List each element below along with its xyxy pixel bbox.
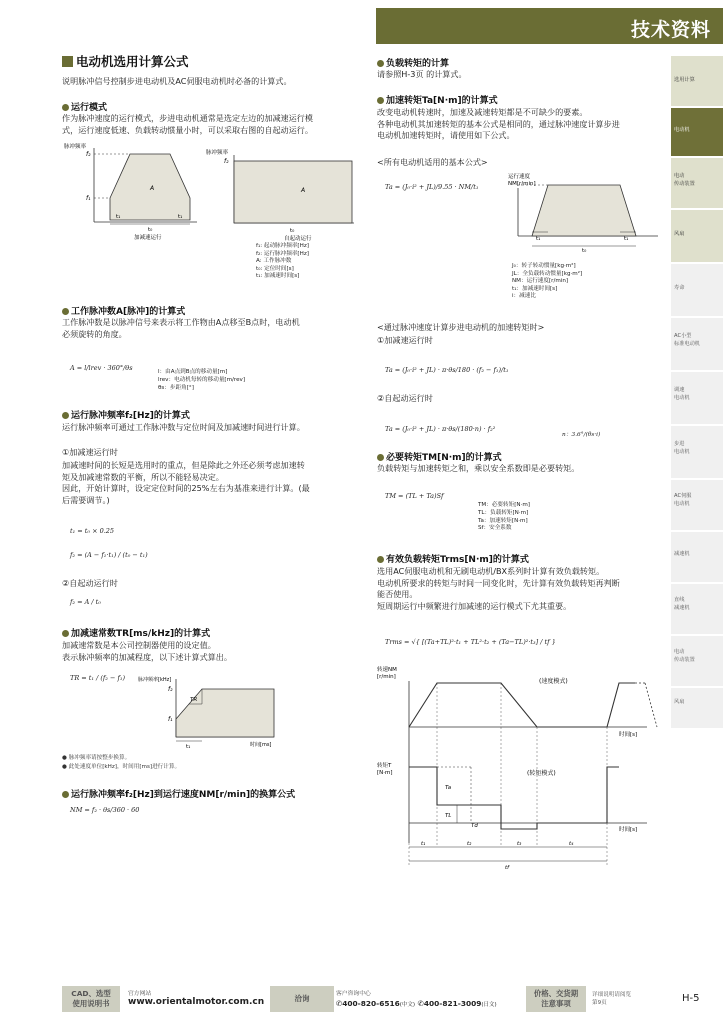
tr-chart-t1a: t₁ — [536, 236, 541, 242]
sidebar-item-actuator-2[interactable]: 电动 传动装置 — [674, 649, 695, 663]
page-number: H-5 — [682, 993, 700, 1004]
accel-torque-text: 改变电动机转速时，加速及减速转矩都是不可缺少的要素。 各种电动机其加速转矩的基本公式是相同的，通过脉冲速度计算步进 电动机加速转矩时，请使用如下公式。 — [377, 107, 620, 141]
torque-mode-label: (转矩模式) — [527, 770, 556, 777]
ac-chart-f1: f₁ — [168, 716, 173, 723]
chart1-ylabel: 脉冲频率 — [64, 144, 87, 150]
pulse-freq-sub2: ②自起动运行时 — [62, 578, 118, 588]
load-torque-heading: 负载转矩的计算 — [377, 56, 449, 69]
sidebar-item-ac-servo[interactable]: AC伺服 电动机 — [674, 493, 692, 507]
accel-decel-chart — [62, 140, 202, 240]
ac-chart-f2: f₂ — [168, 686, 173, 693]
chart2-t0: t₀ — [290, 228, 295, 234]
load-torque-text: 请参照H-3页 的计算式。 — [377, 69, 467, 79]
chart1-t0: t₀ — [148, 227, 153, 233]
pulse-freq-heading: 运行脉冲频率f₂[Hz]的计算式 — [62, 408, 190, 421]
section-header: 技术资料 — [376, 8, 723, 44]
op-mode-text: 作为脉冲速度的运行模式，步进电动机通常是选定左边的加减速运行模 式，运行速度低速、负载转动惯量小时，可以采取右图的自起动运行。 — [62, 113, 313, 135]
pulse-speed-title: <通过脉冲速度计算步进电动机的加速转矩时> — [377, 322, 545, 332]
op-mode-legend: f₁: 起动脉冲频率[Hz] f₂: 运行脉冲频率[Hz] A: 工作脉冲数 t₀: 定位时间[s] t₁: 加减速时间[s] — [256, 243, 309, 280]
torque-xlabel: 时间[s] — [619, 827, 638, 833]
conversion-heading: 运行脉冲频率f₂[Hz]到运行速度NM[r/min]的换算公式 — [62, 787, 295, 800]
tr-chart-ylabel1: 运行速度 — [508, 174, 531, 180]
rms-torque-text: 选用AC伺服电动机和无刷电动机/BX系列时计算有效负载转矩。 电动机所要求的转矩与时间一同变化时，先计算有效负载转矩再判断 能否使用。 短周期运行中频繁进行加减速的运行模式下尤其重要。 — [377, 566, 620, 611]
intro-text: 说明脉冲信号控制步进电动机及AC伺服电动机时必备的计算式。 — [62, 76, 292, 86]
torque-TL: TL — [445, 813, 452, 819]
price-delivery-link[interactable]: 价格、交货期 注意事项 — [526, 986, 586, 1012]
service-center-label: 客户咨询中心 — [336, 991, 371, 997]
chart1-f1: f₁ — [86, 195, 91, 202]
self-start-chart — [204, 147, 362, 242]
sidebar-item-stepping[interactable]: 步进 电动机 — [674, 441, 690, 455]
phone-icon: ✆ — [417, 999, 424, 1008]
trms-eq: Trms = √{ [(Ta+TL)²·t₁ + TL²·t₂ + (Ta−TL)²·t₃] / tf } — [385, 638, 556, 646]
chart2-ylabel: 脉冲频率 — [206, 150, 229, 156]
speed-torque-chart — [377, 663, 669, 873]
pulse-count-text: 工作脉冲数是以脉冲信号来表示将工作物由A点移至B点时，电动机 必须旋转的角度。 — [62, 317, 300, 339]
t1-eq: t₁ = t₀ × 0.25 — [70, 527, 115, 535]
bullet-icon — [62, 104, 69, 111]
sidebar-item-actuator[interactable]: 电动 传动装置 — [671, 158, 723, 208]
time-tf: tf — [505, 865, 510, 871]
sidebar-item-fan[interactable]: 风扇 — [671, 210, 723, 262]
accel-const-notes: ● 脉冲频率请按整步换算。 ● 此处速度单位[kHz]，时间用[ms]进行计算。 — [62, 755, 181, 770]
tr-chart-ylabel2: NM[r/min] — [508, 181, 536, 187]
time-t3: t₃ — [517, 841, 522, 847]
speed-ylabel2: [r/min] — [377, 674, 396, 680]
pulse-count-legend: l：由A点到B点的移动量[m] lrev：电动机每转的移动量[m/rev] θs：步距角[°] — [158, 369, 246, 391]
sidebar-item-selection[interactable]: 选用计算 — [671, 56, 723, 106]
rms-torque-heading: 有效负载转矩Trms[N·m]的计算式 — [377, 552, 529, 565]
sidebar-item-gearhead[interactable]: 减速机 — [674, 551, 690, 557]
cad-manual-link[interactable]: CAD、选型 使用说明书 — [62, 986, 120, 1012]
sidebar-index — [671, 56, 723, 728]
accel-torque-heading: 加速转矩Ta[N·m]的计算式 — [377, 93, 498, 106]
sidebar-item-life[interactable]: 寿命 — [674, 285, 685, 291]
page-title: 电动机选用计算公式 — [62, 52, 189, 70]
site-url[interactable]: www.orientalmotor.com.cn — [128, 997, 265, 1007]
conversion-eq: NM = f₂ · θs/360 · 60 — [70, 806, 140, 814]
pulse-freq-text: 运行脉冲频率可通过工作脉冲数与定位时间及加减速时间进行计算。 — [62, 422, 305, 432]
n-eq: n：3.6°/(θs·i) — [562, 432, 601, 438]
sidebar-item-fan-2[interactable]: 风扇 — [674, 699, 685, 705]
chart2-f2: f₂ — [224, 158, 229, 165]
accel-torque-sub1: ①加减速运行时 — [377, 335, 433, 345]
f2-eq: f₂ = (A − f₁·t₁) / (t₀ − t₁) — [70, 551, 148, 559]
ta-accel-eq: Ta = (J₀·i² + JL) · π·θs/180 · (f₂ − f₁)/t₁ — [385, 366, 509, 374]
tr-eq: TR = t₁ / (f₂ − f₁) — [70, 674, 126, 682]
time-t4: t₄ — [569, 841, 574, 847]
footer-bar — [62, 986, 723, 1012]
chart2-A: A — [301, 187, 306, 194]
pulse-freq-sub1: ①加减速运行时 — [62, 447, 118, 457]
bullet-icon — [377, 60, 384, 67]
tm-eq: TM = (TL + Ta)Sf — [385, 492, 444, 500]
chart2-caption: 自起动运行 — [284, 236, 312, 242]
speed-xlabel: 时间[s] — [619, 732, 638, 738]
chart1-caption: 加减速运行 — [134, 235, 162, 240]
torque-Td: Td — [471, 823, 478, 829]
accel-const-heading: 加减速常数TR[ms/kHz]的计算式 — [62, 626, 210, 639]
pulse-count-eq: A = l/lrev · 360°/θs — [70, 364, 133, 372]
ta-self-eq: Ta = (J₀·i² + JL) · π·θs/(180·n) · f₂² — [385, 425, 496, 433]
bullet-icon — [62, 791, 69, 798]
accel-const-chart — [136, 673, 286, 750]
op-mode-heading: 运行模式 — [62, 100, 107, 113]
torque-Ta: Ta — [445, 785, 452, 791]
ac-chart-t1: t₁ — [186, 744, 191, 750]
accel-torque-legend: J₀：转子转动惯量[kg·m²] JL：全负载转动惯量[kg·m²] NM：运行速度[r/min] t₁：加减速时间[s] i：减速比 — [512, 263, 583, 300]
ac-chart-xlabel: 时间[ms] — [250, 742, 272, 748]
accel-torque-sub2: ②自起动运行时 — [377, 393, 433, 403]
phone-icon: ✆ — [336, 999, 343, 1008]
sidebar-item-ac-small[interactable]: AC小型 标准电动机 — [674, 333, 700, 347]
consult-box[interactable]: 洽询 — [270, 986, 334, 1012]
torque-ylabel2: [N·m] — [377, 770, 393, 776]
sidebar-item-linear-gear[interactable]: 直线 减速机 — [674, 597, 690, 611]
chart1-t1b: t₁ — [178, 214, 183, 220]
tr-chart-t1b: t₁ — [624, 236, 629, 242]
required-torque-heading: 必要转矩TM[N·m]的计算式 — [377, 450, 502, 463]
speed-mode-label: (速度模式) — [539, 678, 568, 685]
chart1-t1a: t₁ — [116, 214, 121, 220]
speed-ylabel1: 转速NM — [377, 667, 397, 673]
ac-chart-tr: TR — [190, 697, 198, 703]
bullet-icon — [62, 308, 69, 315]
tr-chart-t0: t₀ — [582, 248, 587, 254]
sidebar-item-motor[interactable]: 电动机 — [671, 108, 723, 156]
pulse-count-heading: 工作脉冲数A[脉冲]的计算式 — [62, 304, 185, 317]
sidebar-item-speed-control[interactable]: 调速 电动机 — [674, 387, 690, 401]
pulse-freq-sub1-text: 加减速时间的长短是选用时的重点，但是除此之外还必须考虑加速转 矩及加减速常数的平衡，所以不能轻易决定。 因此，开始计算时，设定定位时间的25%左右为基准来进行计算。(最 后需要调节。) — [62, 460, 310, 505]
required-torque-text: 负载转矩与加速转矩之和，乘以安全系数即是必要转矩。 — [377, 463, 580, 473]
f2-self-eq: f₂ = A / t₀ — [70, 598, 101, 606]
common-formula-title: <所有电动机适用的基本公式> — [377, 157, 488, 167]
bullet-icon — [377, 556, 384, 563]
bullet-icon — [377, 97, 384, 104]
bullet-icon — [62, 412, 69, 419]
chart1-f2: f₂ — [86, 151, 91, 158]
ta-eq: Ta = (J₀·i² + JL)/9.55 · NM/t₁ — [385, 183, 479, 191]
bullet-icon — [62, 630, 69, 637]
title-square-icon — [62, 56, 73, 67]
time-t2: t₂ — [467, 841, 472, 847]
speed-trapezoid-chart — [508, 172, 668, 254]
detail-note: 详细说明请阅览 第9页 — [592, 992, 632, 1006]
chart1-A: A — [150, 185, 155, 192]
bullet-icon — [377, 454, 384, 461]
required-torque-legend: TM：必要转矩[N·m] TL：负载转矩[N·m] Ta：加速转矩[N·m] Sf：安全系数 — [478, 502, 530, 532]
torque-ylabel1: 转矩T — [377, 763, 392, 769]
accel-const-text: 加减速常数是本公司控制器使用的设定值。 表示脉冲频率的加减程度，以下述计算式算出。 — [62, 640, 232, 662]
ac-chart-ylabel: 脉冲频率[kHz] — [138, 677, 172, 683]
phone-numbers: ✆400-820-6516(中文) ✆400-821-3009(日文) — [336, 999, 497, 1008]
time-t1: t₁ — [421, 841, 426, 847]
site-label: 官方网站 — [128, 991, 152, 997]
